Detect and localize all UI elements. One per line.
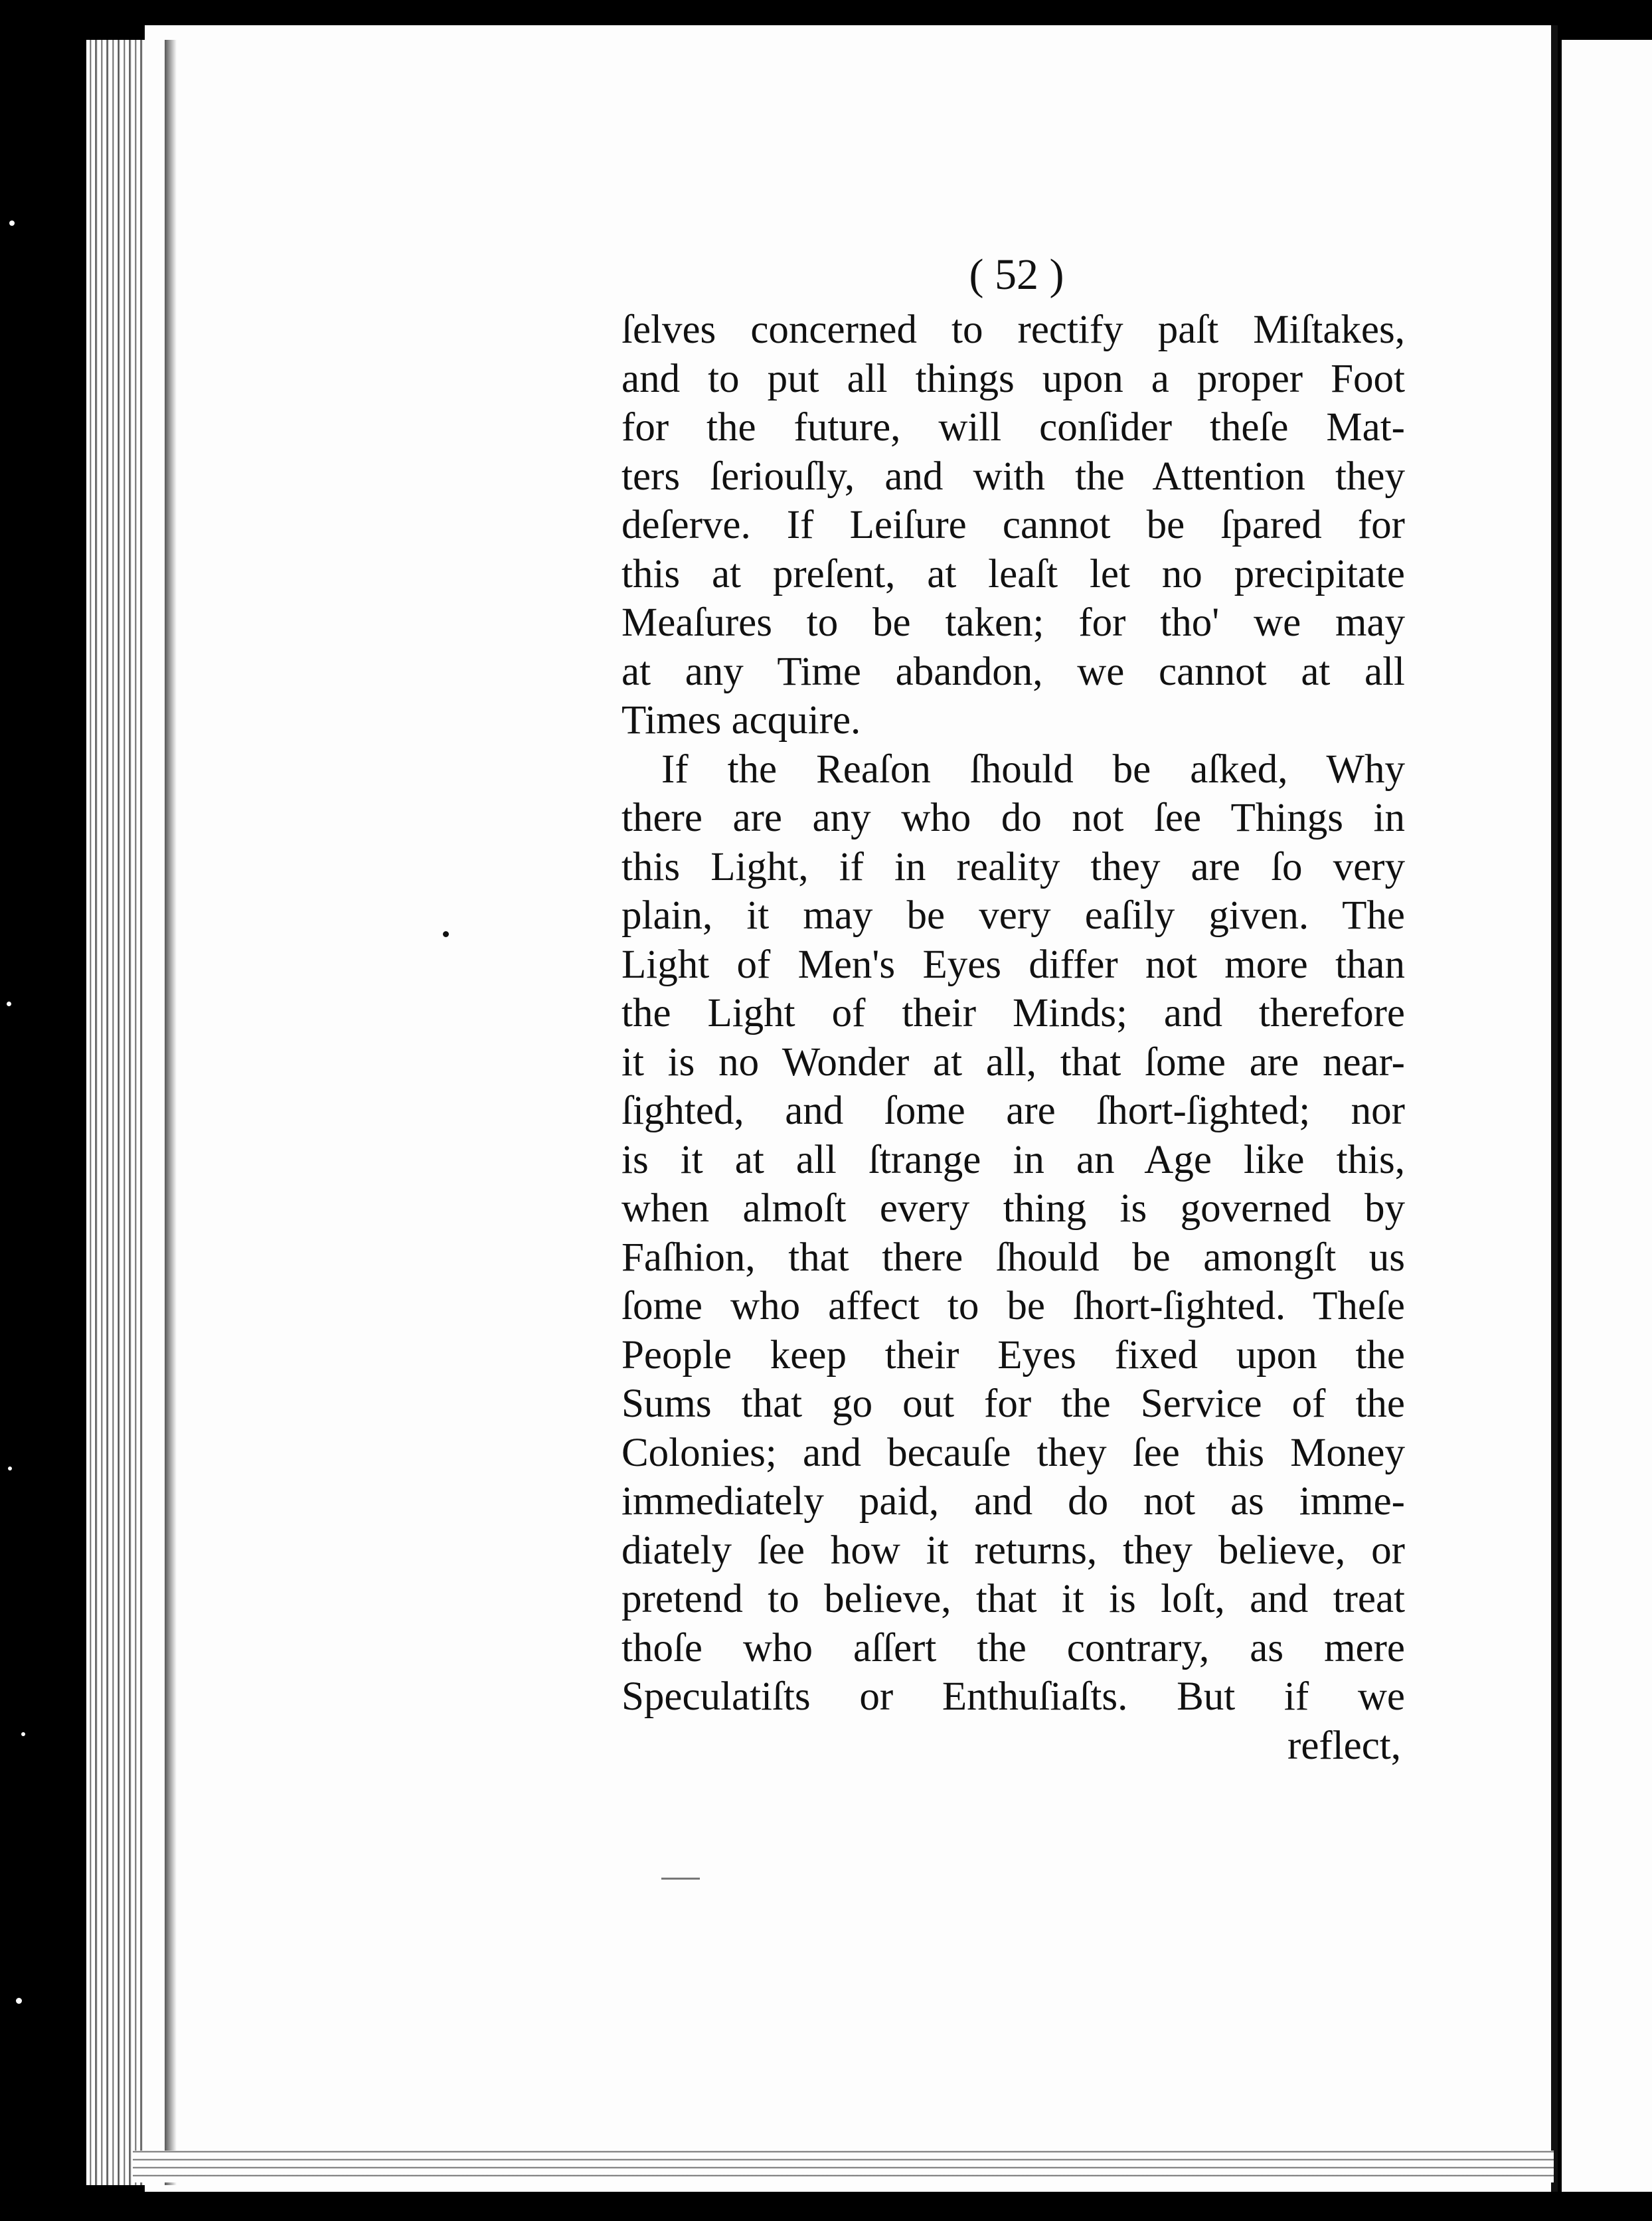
text-line: Faſhion, that there ſhould be amongſt us	[621, 1235, 1405, 1280]
scan-speck	[7, 1002, 11, 1006]
scan-speck	[9, 221, 15, 226]
text-line: and to put all things upon a proper Foot	[621, 356, 1405, 401]
gutter-strip	[1551, 25, 1558, 2192]
text-line: Sums that go out for the Service of the	[621, 1381, 1405, 1426]
edge-shadow	[165, 40, 177, 2185]
text-line: Meaſures to be taken; for tho' we may	[621, 600, 1405, 645]
text-line: thoſe who aſſert the contrary, as mere	[621, 1625, 1405, 1670]
text-line: immediately paid, and do not as imme-	[621, 1479, 1405, 1524]
text-line: is it at all ſtrange in an Age like this,	[621, 1137, 1405, 1182]
text-block	[621, 239, 1405, 1770]
text-line: ters ſeriouſly, and with the Attention they	[621, 454, 1405, 499]
page-number: ( 52 )	[969, 250, 1064, 299]
catchword: reflect,	[1287, 1723, 1401, 1768]
text-line: ſome who affect to be ſhort-ſighted. Theſe	[621, 1284, 1405, 1328]
text-line: ſighted, and ſome are ſhort-ſighted; nor	[621, 1089, 1405, 1133]
text-line: Speculatiſts or Enthuſiaſts. But if we	[621, 1674, 1405, 1719]
paragraph-start-line: If the Reaſon ſhould be aſked, Why	[661, 747, 1405, 792]
facing-page-edge	[1562, 40, 1652, 2192]
text-line: when almoſt every thing is governed by	[621, 1186, 1405, 1231]
text-line: the Light of their Minds; and therefore	[621, 991, 1405, 1035]
bottom-page-edge	[133, 2151, 1554, 2182]
ink-dot	[443, 931, 449, 937]
text-line: there are any who do not ſee Things in	[621, 796, 1405, 840]
text-line: Times acquire.	[621, 698, 861, 743]
text-line: People keep their Eyes fixed upon the	[621, 1332, 1405, 1377]
text-line: for the future, will conſider theſe Mat-	[621, 405, 1405, 450]
scan-speck	[8, 1466, 12, 1470]
text-line: plain, it may be very eaſily given. The	[621, 893, 1405, 938]
text-line: this at preſent, at leaſt let no precipitate	[621, 551, 1405, 596]
text-line: it is no Wonder at all, that ſome are near-	[621, 1039, 1405, 1085]
text-line: diately ſee how it returns, they believe, or	[621, 1528, 1405, 1573]
text-line: Colonies; and becauſe they ſee this Money	[621, 1430, 1405, 1475]
text-line: at any Time abandon, we cannot at all	[621, 649, 1405, 694]
text-line: ſelves concerned to rectify paſt Miſtakes,	[621, 308, 1405, 352]
scan-speck	[21, 1732, 25, 1736]
scan-speck	[16, 1998, 22, 2004]
text-line: Light of Men's Eyes differ not more than	[621, 942, 1405, 987]
text-line: deſerve. If Leiſure cannot be ſpared for	[621, 503, 1405, 547]
text-line: this Light, if in reality they are ſo very	[621, 844, 1405, 889]
ink-dash	[661, 1878, 700, 1880]
text-line: pretend to believe, that it is loſt, and treat	[621, 1577, 1405, 1621]
